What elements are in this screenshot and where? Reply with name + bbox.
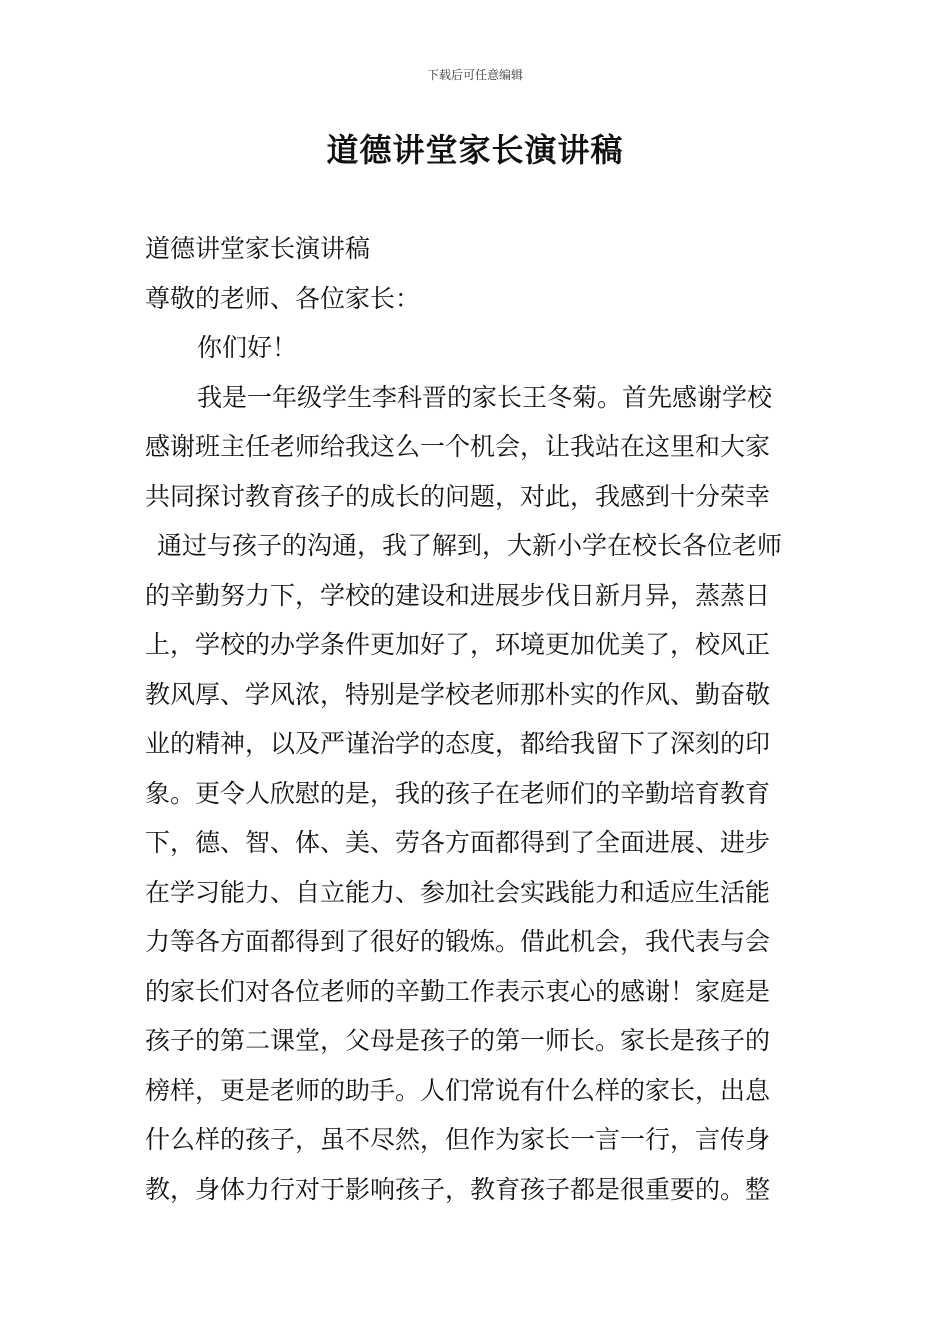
- text-line: 我是一年级学生李科晋的家长王冬菊。首先感谢学校: [197, 382, 773, 412]
- text-line: 上，学校的办学条件更加好了，环境更加优美了，校风正: [145, 630, 771, 659]
- text-line: 教，身体力行对于影响孩子，教育孩子都是很重要的。整: [145, 1174, 771, 1204]
- document-title: 道德讲堂家长演讲稿: [326, 131, 624, 169]
- text-line: 的辛勤努力下，学校的建设和进展步伐日新月异，蒸蒸日: [145, 580, 771, 610]
- text-line: 孩子的第二课堂，父母是孩子的第一师长。家长是孩子的: [145, 1026, 771, 1055]
- header-note: 下载后可任意编辑: [426, 68, 523, 82]
- text-line: 什么样的孩子，虽不尽然，但作为家长一言一行，言传身: [145, 1125, 771, 1154]
- text-line: 榜样，更是老师的助手。人们常说有什么样的家长，出息: [145, 1075, 771, 1105]
- text-line: 通过与孩子的沟通，我了解到，大新小学在校长各位老师: [157, 531, 783, 560]
- text-line: 道德讲堂家长演讲稿: [145, 234, 371, 263]
- text-line: 教风厚、学风浓，特别是学校老师那朴实的作风、勤奋敬: [145, 679, 771, 709]
- greeting-line: 你们好！: [197, 333, 298, 362]
- salutation-line: 尊敬的老师、各位家长：: [145, 283, 421, 313]
- document-body: [145, 224, 815, 1214]
- text-line: 象。更令人欣慰的是，我的孩子在老师们的辛勤培育教育: [145, 778, 771, 808]
- text-line: 力等各方面都得到了很好的锻炼。借此机会，我代表与会: [145, 927, 771, 956]
- text-line: 在学习能力、自立能力、参加社会实践能力和适应生活能: [145, 877, 771, 907]
- text-line: 的家长们对各位老师的辛勤工作表示衷心的感谢！家庭是: [145, 976, 771, 1006]
- text-line: 共同探讨教育孩子的成长的问题，对此，我感到十分荣幸: [145, 481, 771, 511]
- text-line: 业的精神，以及严谨治学的态度，都给我留下了深刻的印: [145, 729, 771, 758]
- text-line: 下，德、智、体、美、劳各方面都得到了全面进展、进步: [145, 828, 771, 857]
- text-line: 感谢班主任老师给我这么一个机会，让我站在这里和大家: [145, 432, 771, 461]
